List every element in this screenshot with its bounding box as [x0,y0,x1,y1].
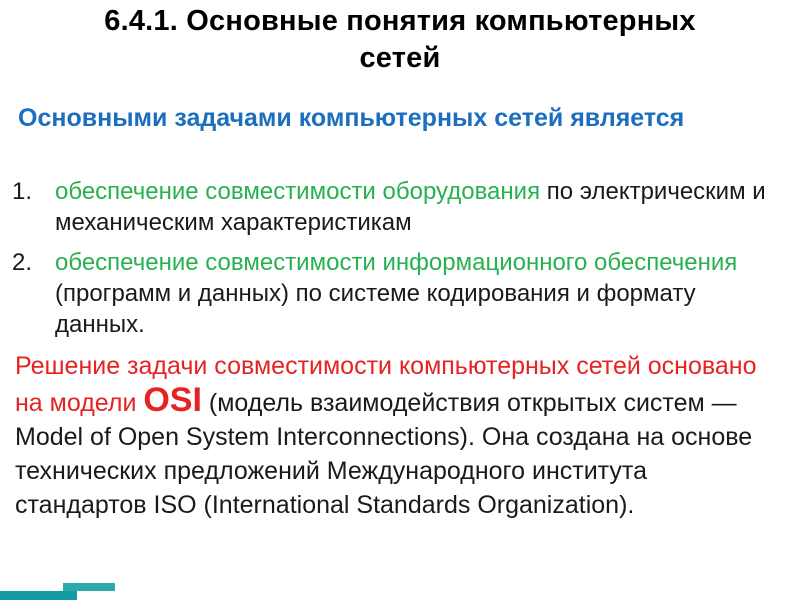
list-item-rest: (программ и данных) по системе кодирования и формату данных. [55,280,696,338]
list-item-text [55,176,790,238]
slide-title: 6.4.1. Основные понятия компьютерных сетей [104,5,696,74]
list-item [12,176,790,238]
osi-model-label: OSI [143,381,202,419]
slide-subtitle: Основными задачами компьютерных сетей является [18,104,685,132]
osi-paragraph [15,349,782,522]
list-number: 1. [12,178,33,205]
list-item-highlight: обеспечение совместимости информационного обеспечения [55,249,738,276]
task-list [0,176,800,340]
accent-bar-top [63,583,115,591]
list-item-rest: по электрическим и механическим характеристикам [55,178,766,236]
list-item-highlight: обеспечение совместимости оборудования [55,178,541,205]
accent-bar-bottom [0,591,77,600]
list-number: 2. [12,249,33,276]
paragraph-black-tail: (модель взаимодействия открытых систем — Model of Open System Interconnections). Она создана на основе технических предложений Международного института стандартов ISO (International Standards Organization). [15,389,753,519]
paragraph-red-lead: Решение задачи совместимости компьютерных сетей основано на модели [15,352,757,417]
list-item-text [55,247,790,340]
list-item [12,247,790,340]
